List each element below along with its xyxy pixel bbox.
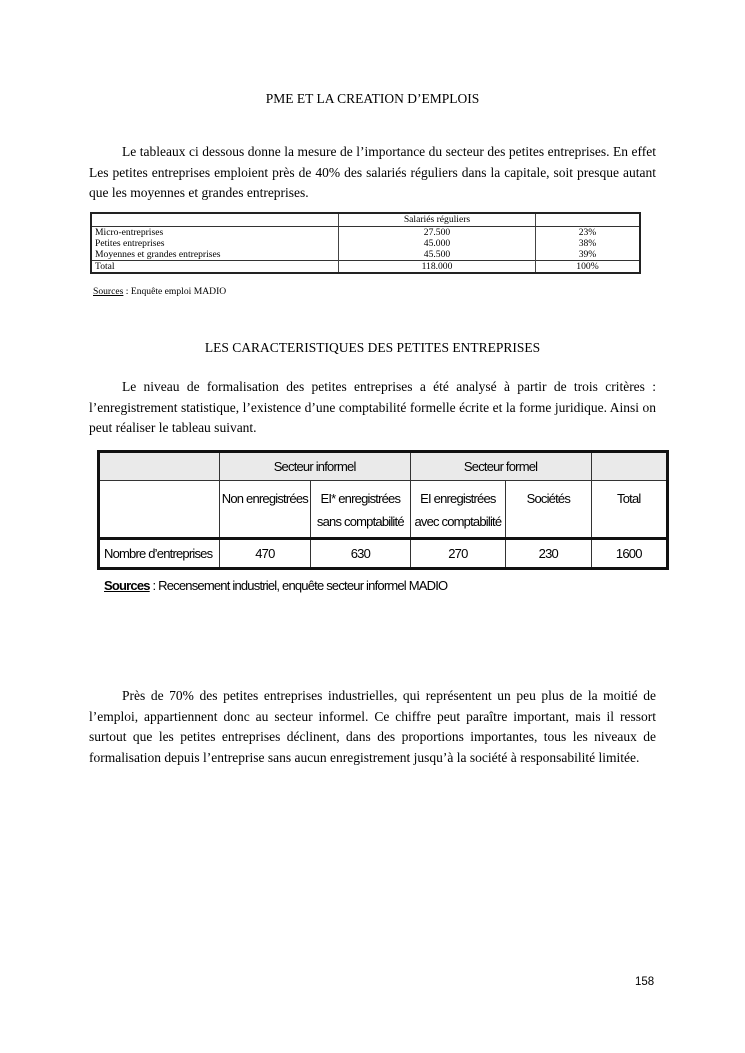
t1-row-pct: 39% [578, 249, 597, 260]
employment-table [90, 212, 641, 274]
paragraph-conclusion: Près de 70% des petites entreprises industrielles, qui représentent un peu plus de la moitié de l’emploi, appartiennent donc au secteur informel. Ce chiffre peut paraître important, mais il ressort surtout que les petites entreprises déclinent, dans des proportions importantes, tous les niveaux de formalisation depuis l’entreprise sans aucun enregistrement jusqu’à la société à responsabilité limitée. [89, 688, 656, 765]
t2-col-header: Total [591, 481, 667, 539]
t2-blank-subheader [99, 481, 220, 539]
t1-total-value: 118.000 [339, 261, 536, 274]
t1-header-salaries: Salariés réguliers [339, 213, 536, 227]
t1-row-value: 45.000 [339, 238, 536, 249]
t2-cell: 230 [506, 539, 591, 569]
t1-row-value: 45.500 [339, 249, 536, 261]
enterprise-count-table [97, 450, 669, 570]
t1-row-label: Moyennes et grandes entreprises [91, 249, 339, 261]
t2-group-formel: Secteur formel [410, 452, 591, 481]
t2-cell: 1600 [591, 539, 667, 569]
t2-group-informel: Secteur informel [219, 452, 410, 481]
t1-total-pct: 100% [536, 261, 641, 274]
t2-cell: 470 [219, 539, 310, 569]
t2-cell: 630 [311, 539, 411, 569]
t1-row-pct: 38% [578, 238, 597, 249]
t2-col-header: EI enregistrées avec comptabilité [410, 481, 506, 539]
table1-source [93, 286, 226, 297]
source-label: Sources [93, 286, 124, 297]
page-number: 158 [635, 976, 655, 988]
t2-col-header: EI* enregistrées sans comptabilité [311, 481, 411, 539]
t2-group-blank [591, 452, 667, 481]
section-title-pme: PME ET LA CREATION D’EMPLOIS [265, 91, 480, 106]
table2-source [104, 578, 447, 593]
source-text: : Enquête emploi MADIO [123, 286, 227, 297]
table-row [99, 539, 668, 569]
t1-total-label: Total [91, 261, 339, 274]
table-row [91, 238, 640, 249]
t2-cell: 270 [410, 539, 506, 569]
paragraph-intro: Le tableaux ci dessous donne la mesure de l’importance du secteur des petites entreprises. En effet Les petites entreprises emploient près de 40% des salariés réguliers dans la capitale, soit presque autant que les moyennes et grandes entreprises. [89, 144, 656, 200]
section-title-caracteristiques: LES CARACTERISTIQUES DES PETITES ENTREPRISES [204, 340, 541, 355]
t2-col-header: Non enregistrées [219, 481, 310, 539]
t1-header-pct [536, 213, 641, 227]
source-text: : Recensement industriel, enquête secteur informel MADIO [149, 578, 448, 593]
t1-row-pct: 23% [578, 227, 597, 238]
table-row [91, 249, 640, 261]
t2-row-label: Nombre d’entreprises [99, 539, 220, 569]
t1-row-label: Micro-entreprises [91, 227, 339, 239]
table-row-total [91, 261, 640, 274]
paragraph-formalisation: Le niveau de formalisation des petites entreprises a été analysé à partir de trois critères : l’enregistrement statistique, l’existence d’une comptabilité formelle écrite et la forme juridique. Ainsi on peut réaliser le tableau suivant. [89, 379, 656, 435]
t1-row-label: Petites entreprises [91, 238, 339, 249]
table-row [91, 227, 640, 239]
t1-row-value: 27.500 [339, 227, 536, 239]
t2-col-header: Sociétés [506, 481, 591, 539]
t2-blank-header [99, 452, 220, 481]
t1-header-blank [91, 213, 339, 227]
source-label: Sources [104, 578, 150, 593]
